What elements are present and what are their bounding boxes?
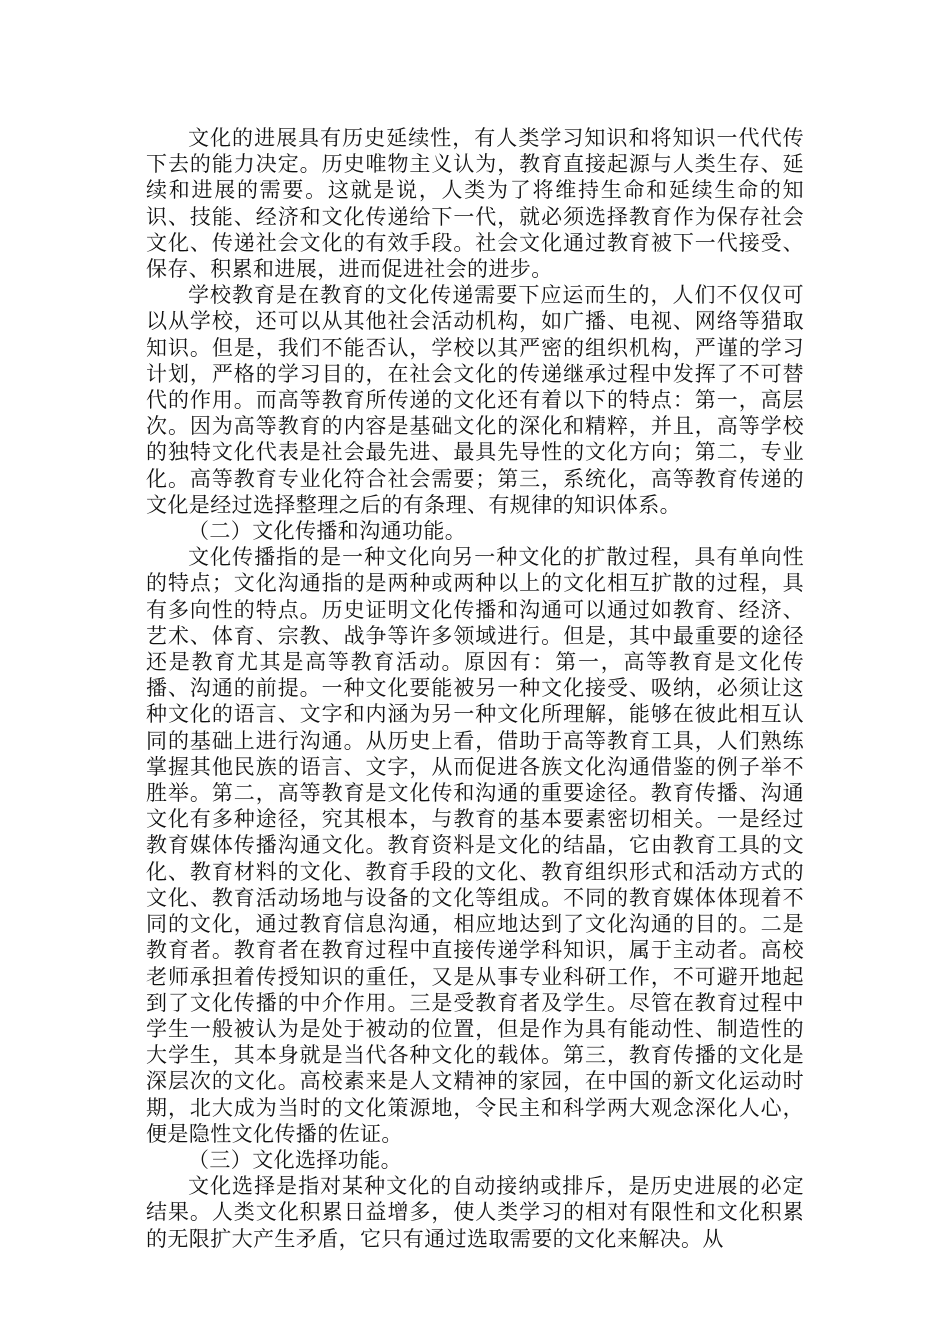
document-body	[146, 125, 804, 1252]
section-heading-communication: （二）文化传播和沟通功能。	[188, 519, 467, 544]
paragraph-culture-continuity: 文化的进展具有历史延续性，有人类学习知识和将知识一代代传下去的能力决定。历史唯物主义认为，教育直接起源与人类生存、延续和进展的需要。这就是说，人类为了将维持生命和延续生命的知识、技能、经济和文化传递给下一代，就必须选择教育作为保存社会文化、传递社会文化的有效手段。社会文化通过教育被下一代接受、保存、积累和进展，进而促进社会的进步。	[146, 126, 804, 282]
section-heading-selection: （三）文化选择功能。	[188, 1147, 402, 1172]
paragraph-cultural-selection: 文化选择是指对某种文化的自动接纳或排斥，是历史进展的必定结果。人类文化积累日益增多，使人类学习的相对有限性和文化积累的无限扩大产生矛盾，它只有通过选取需要的文化来解决。从	[146, 1174, 804, 1251]
paragraph-school-education: 学校教育是在教育的文化传递需要下应运而生的，人们不仅仅可以从学校，还可以从其他社会活动机构，如广播、电视、网络等猎取知识。但是，我们不能否认，学校以其严密的组织机构，严谨的学习计划，严格的学习目的，在社会文化的传递继承过程中发挥了不可替代的作用。而高等教育所传递的文化还有着以下的特点：第一，高层次。因为高等教育的内容是基础文化的深化和精粹，并且，高等学校的独特文化代表是社会最先进、最具先导性的文化方向；第二，专业化。高等教育专业化符合社会需要；第三，系统化，高等教育传递的文化是经过选择整理之后的有条理、有规律的知识体系。	[146, 283, 804, 517]
paragraph-cultural-communication: 文化传播指的是一种文化向另一种文化的扩散过程，具有单向性的特点；文化沟通指的是两种或两种以上的文化相互扩散的过程，具有多向性的特点。历史证明文化传播和沟通可以通过如教育、经济、艺术、体育、宗教、战争等许多领域进行。但是，其中最重要的途径还是教育尤其是高等教育活动。原因有：第一，高等教育是文化传播、沟通的前提。一种文化要能被另一种文化接受、吸纳，必须让这种文化的语言、文字和内涵为另一种文化所理解，能够在彼此相互认同的基础上进行沟通。从历史上看，借助于高等教育工具，人们熟练掌握其他民族的语言、文字，从而促进各族文化沟通借鉴的例子举不胜举。第二，高等教育是文化传和沟通的重要途径。教育传播、沟通文化有多种途径，究其根本，与教育的基本要素密切相关。一是经过教育媒体传播沟通文化。教育资料是文化的结晶，它由教育工具的文化、教育材料的文化、教育手段的文化、教育组织形式和活动方式的文化、教育活动场地与设备的文化等组成。不同的教育媒体体现着不同的文化，通过教育信息沟通，相应地达到了文化沟通的目的。二是教育者。教育者在教育过程中直接传递学科知识，属于主动者。高校老师承担着传授知识的重任，又是从事专业科研工作，不可避开地起到了文化传播的中介作用。三是受教育者及学生。尽管在教育过程中学生一般被认为是处于被动的位置，但是作为具有能动性、制造性的大学生，其本身就是当代各种文化的载体。第三，教育传播的文化是深层次的文化。高校素来是人文精神的家园，在中国的新文化运动时期，北大成为当时的文化策源地，令民主和科学两大观念深化人心，便是隐性文化传播的佐证。	[146, 545, 804, 1146]
